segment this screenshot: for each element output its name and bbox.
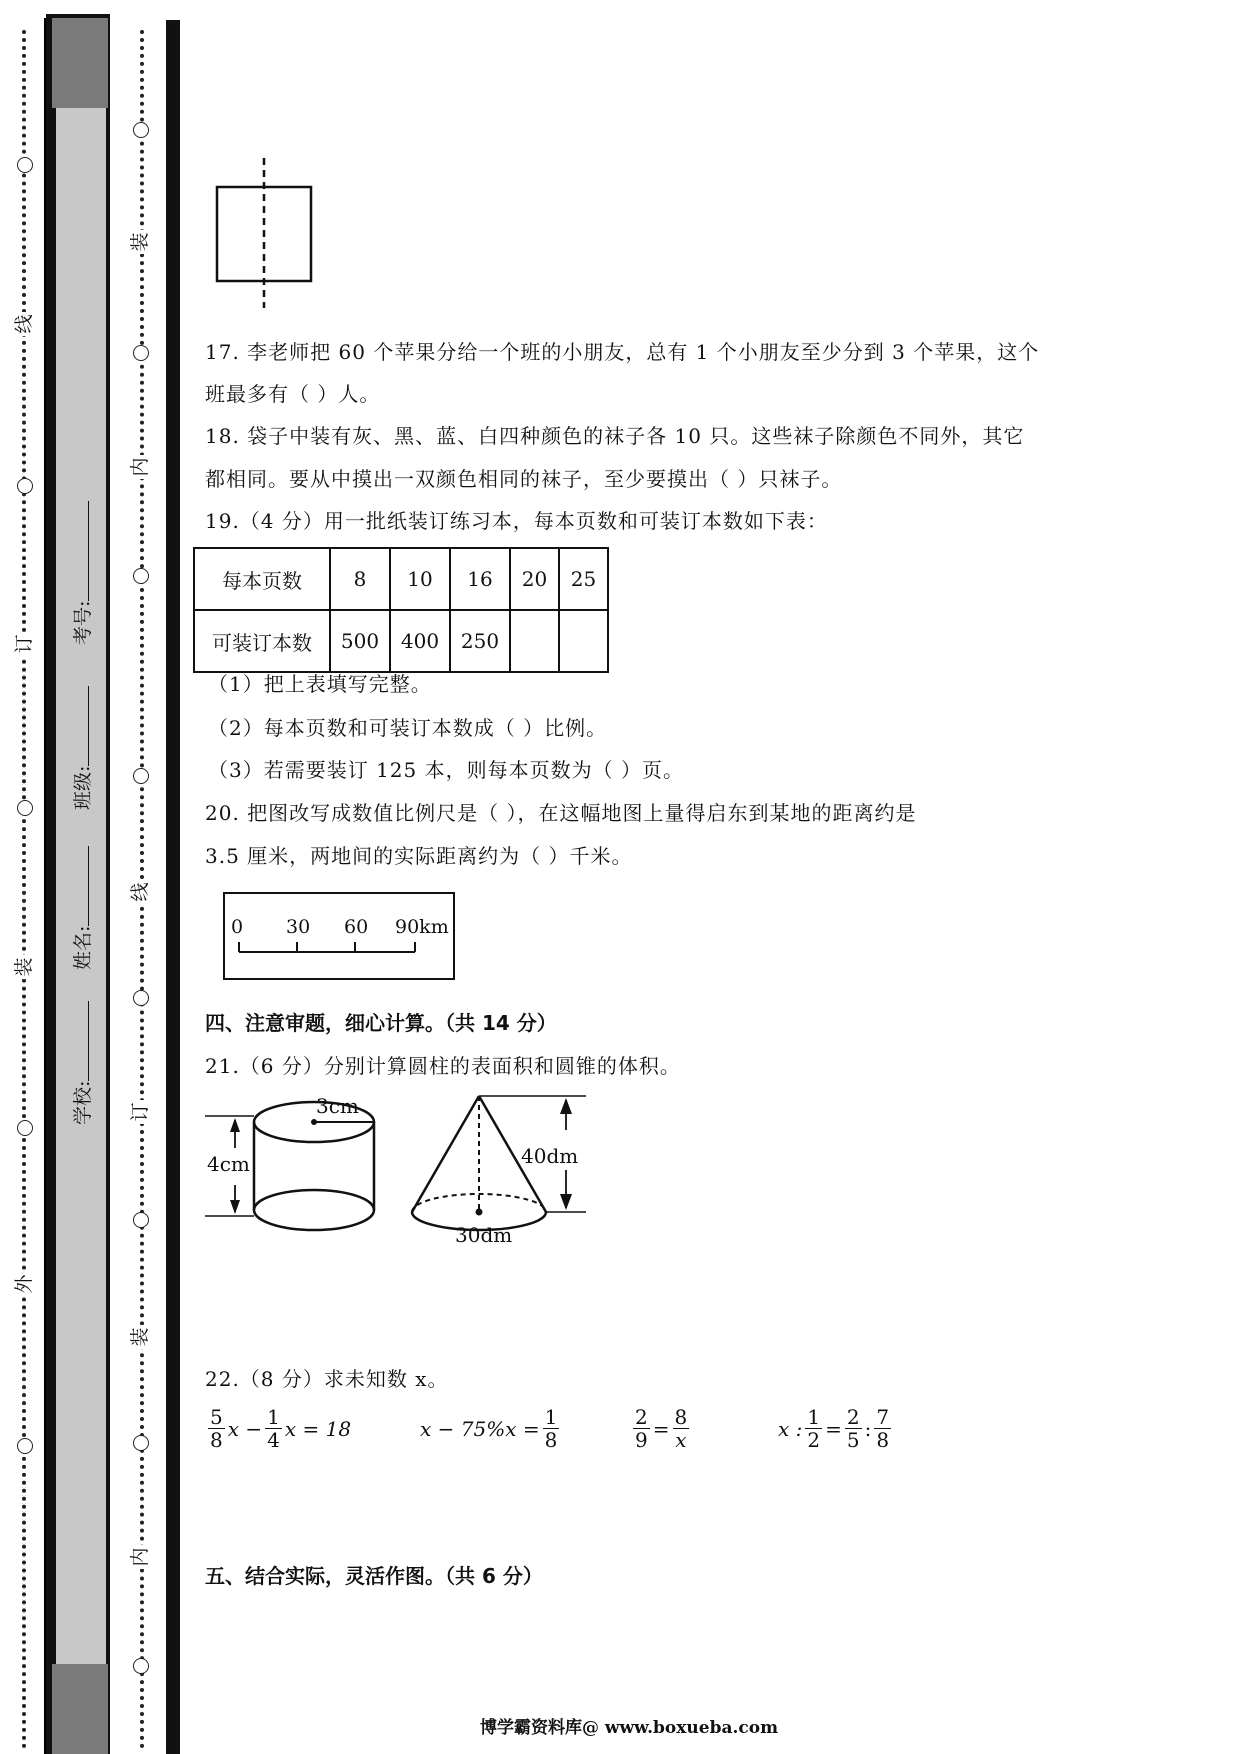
table-cell: 250 [450, 610, 510, 672]
outer-dotted-line [22, 30, 30, 1750]
cone-height-label: 40dm [521, 1144, 579, 1168]
name-field[interactable]: 姓名: [68, 846, 95, 970]
q22-text: 22.（8 分）求未知数 x。 [205, 1367, 449, 1391]
square-symmetry-figure [205, 150, 325, 310]
binding-word: 内 [128, 1545, 152, 1569]
binding-word: 订 [12, 632, 36, 656]
q19-intro: 19.（4 分）用一批纸装订练习本，每本页数和可装订本数如下表： [205, 509, 828, 533]
binding-word: 内 [128, 455, 152, 479]
table-cell: 20 [510, 548, 559, 610]
q18-line1: 18. 袋子中装有灰、黑、蓝、白四种颜色的袜子各 10 只。这些袜子除颜色不同外，其它 [205, 424, 1025, 448]
exam-number-field[interactable]: 考号: [68, 501, 95, 645]
binding-circle [17, 800, 33, 816]
scale-bar-box [223, 892, 455, 980]
fraction: $\frac{1}{2}$ [807, 1405, 821, 1452]
scale-label: 0 [231, 916, 244, 938]
cone-diameter-label: 30dm [455, 1223, 513, 1247]
q19-part3: （3）若需要装订 125 本，则每本页数为（ ）页。 [208, 758, 684, 782]
binding-circle [17, 1120, 33, 1136]
binding-circle [17, 478, 33, 494]
binding-circle [17, 1438, 33, 1454]
fraction: $\frac{7}{8}$ [876, 1405, 890, 1452]
binding-word: 线 [12, 312, 36, 336]
binding-word: 装 [12, 955, 36, 979]
class-field[interactable]: 班级: [68, 686, 95, 810]
binding-circle [133, 1212, 149, 1228]
equation-4: x : $\frac{1}{2}$ = $\frac{2}{5}$ : $\frac{7}{8}$ [778, 1405, 890, 1452]
table-cell: 25 [559, 548, 608, 610]
footer-watermark: 博学霸资料库@ www.boxueba.com [480, 1718, 779, 1738]
binding-circle [133, 1435, 149, 1451]
binding-circle [133, 1658, 149, 1674]
fraction: $\frac{2}{9}$ [635, 1405, 648, 1452]
table-cell: 16 [450, 548, 510, 610]
table-cell-blank[interactable] [510, 610, 559, 672]
binding-word: 线 [128, 880, 152, 904]
binding-gray-cap-bottom [52, 1664, 108, 1754]
school-field[interactable]: 学校: [68, 1001, 95, 1125]
fraction: $\frac{2}{5}$ [846, 1405, 860, 1452]
q17-line2: 班最多有（ ）人。 [205, 382, 381, 406]
scale-label: 90km [395, 916, 449, 938]
binding-word: 订 [128, 1100, 152, 1124]
equation-3: $\frac{2}{9}$ = $\frac{8}{x}$ [635, 1405, 688, 1452]
scale-label: 60 [344, 916, 369, 938]
binding-word: 装 [128, 1325, 152, 1349]
cylinder-radius-label: 3cm [316, 1094, 359, 1118]
q21-text: 21.（6 分）分别计算圆柱的表面积和圆锥的体积。 [205, 1054, 681, 1078]
table-cell: 10 [390, 548, 450, 610]
table-cell: 8 [330, 548, 390, 610]
binding-gray-cap-top [52, 18, 108, 108]
fraction: $\frac{1}{4}$ [267, 1405, 280, 1452]
fraction: $\frac{5}{8}$ [210, 1405, 223, 1452]
binding-circle [133, 768, 149, 784]
q18-line2: 都相同。要从中摸出一双颜色相同的袜子，至少要摸出（ ）只袜子。 [205, 467, 843, 491]
pages-table [193, 547, 609, 673]
table-cell-blank[interactable] [559, 610, 608, 672]
binding-circle [133, 122, 149, 138]
section4-heading: 四、注意审题，细心计算。（共 14 分） [205, 1011, 557, 1035]
equation-2: x − 75%x = $\frac{1}{8}$ [420, 1405, 558, 1452]
cylinder-height-label: 4cm [207, 1152, 250, 1176]
binding-circle [133, 990, 149, 1006]
binding-circle [133, 345, 149, 361]
table-row [194, 548, 608, 610]
scale-label: 30 [286, 916, 311, 938]
binding-word: 外 [12, 1272, 36, 1296]
q19-part2: （2）每本页数和可装订本数成（ ）比例。 [208, 716, 608, 740]
fraction: $\frac{1}{8}$ [544, 1405, 558, 1452]
binding-circle [17, 157, 33, 173]
table-cell: 500 [330, 610, 390, 672]
q20-line1: 20. 把图改写成数值比例尺是（ ），在这幅地图上量得启东到某地的距离约是 [205, 801, 917, 825]
table-row [194, 610, 608, 672]
equation-1: $\frac{5}{8}$ x − $\frac{1}{4}$ x = 18 [210, 1405, 352, 1452]
q20-line2: 3.5 厘米，两地间的实际距离约为（ ）千米。 [205, 844, 633, 868]
section5-heading: 五、结合实际，灵活作图。（共 6 分） [205, 1564, 543, 1588]
table-header-cell: 每本页数 [194, 548, 330, 610]
q19-part1: （1）把上表填写完整。 [208, 672, 432, 696]
table-cell: 400 [390, 610, 450, 672]
fraction: $\frac{8}{x}$ [674, 1405, 688, 1452]
q17-line1: 17. 李老师把 60 个苹果分给一个班的小朋友，总有 1 个小朋友至少分到 3 个苹果，这个 [205, 340, 1040, 364]
table-header-cell: 可装订本数 [194, 610, 330, 672]
binding-circle [133, 568, 149, 584]
binding-word: 装 [128, 230, 152, 254]
